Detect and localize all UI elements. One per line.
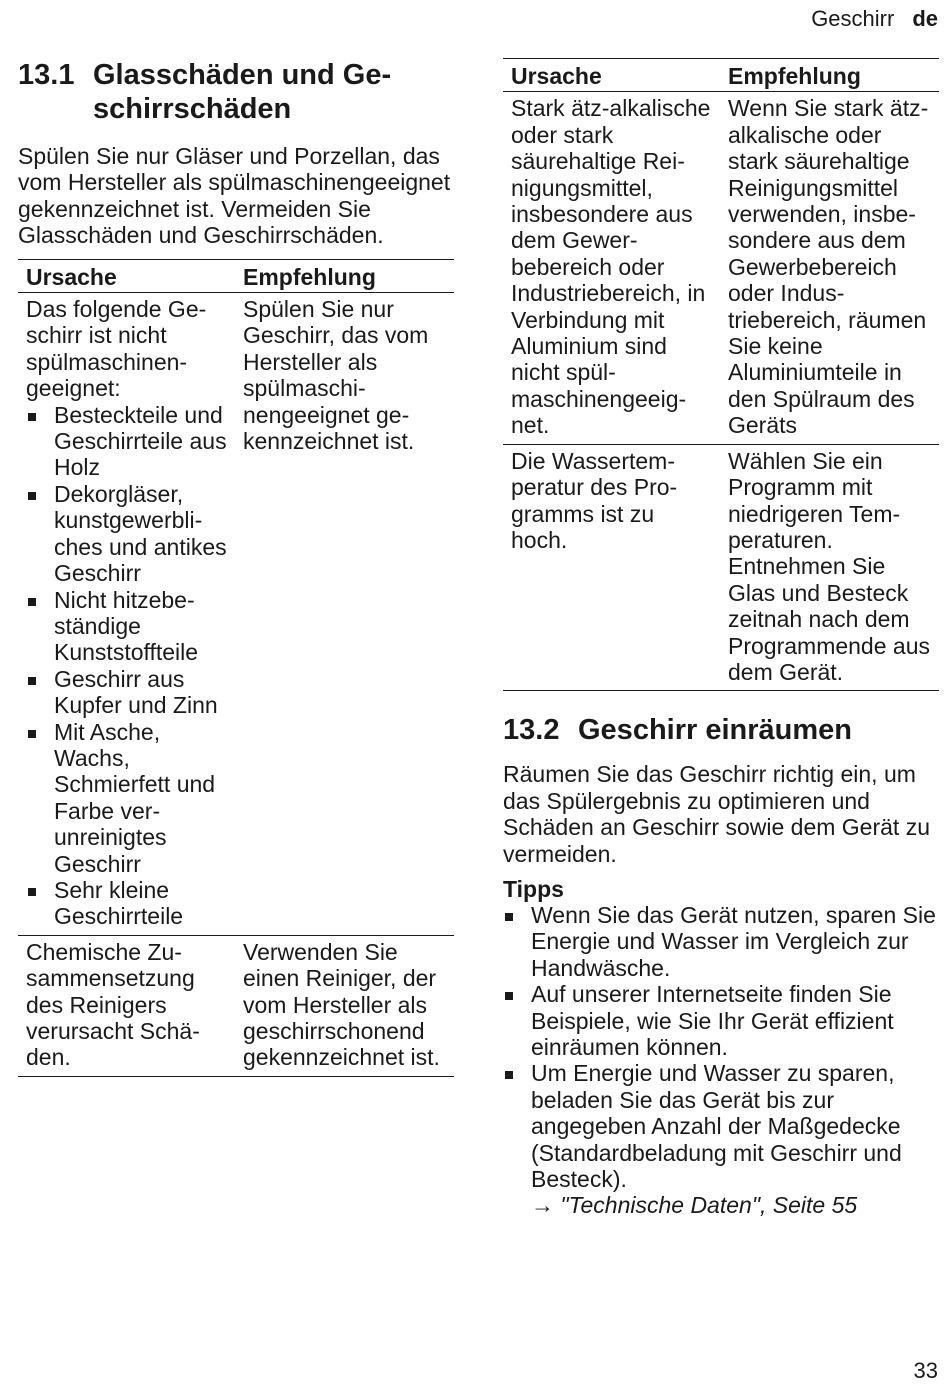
section-title: Geschirr einräumen [578,714,852,747]
table-row [18,935,454,1076]
tip-text: Um Energie und Wasser zu sparen, beladen Sie das Gerät bis zur angegeben Anzahl der Maßgedecke (Standardbeladung mit Geschirr und Besteck). [531,1060,902,1193]
section-title: Glasschäden und Geschirrschäden [93,59,392,125]
damage-cause-table-continued [503,58,939,691]
tips-list [503,902,939,1219]
cause-cell: Stark ätz-alkalische oder stark säurehaltige Reinigungsmittel, insbesondere aus dem Gewerbebereich oder Industriebereich, in Verbindung mit Aluminium sind nicht spülmaschinengeeignet. [503,92,720,444]
list-item: Dekorgläser, kunstgewerbliches und antikes Geschirr [26,481,227,587]
list-item: Besteckteile und Geschirrteile aus Holz [26,402,227,481]
cross-reference-link[interactable]: → "Technische Daten", Seite 55 [531,1192,858,1219]
column-header-recommendation: Empfehlung [235,259,454,292]
section-13-2-intro: Räumen Sie das Geschirr richtig ein, um das Spülergebnis zu optimieren und Schäden an Geschirr sowie dem Gerät zu vermeiden. [503,761,930,867]
header-language: de [912,6,938,31]
recommendation-cell: Verwenden Sie einen Reiniger, der vom Hersteller als geschirrschonend gekennzeichnet ist. [235,935,454,1076]
column-header-recommendation: Empfehlung [720,59,939,92]
list-item: Auf unserer Internetseite finden Sie Beispiele, wie Sie Ihr Gerät effizient einräumen können. [503,981,939,1060]
unsuitable-items-list [26,402,227,930]
recommendation-cell: Spülen Sie nur Geschirr, das vom Hersteller als spülmaschinengeeignet gekennzeichnet ist. [235,293,454,936]
header-section: Geschirr [811,6,895,31]
list-item: Geschirr aus Kupfer und Zinn [26,666,227,719]
section-13-1-intro: Spülen Sie nur Gläser und Porzellan, das vom Hersteller als spülmaschinengeeignet gekennzeichnet ist. Vermeiden Sie Glasschäden und Geschirrschäden. [18,143,451,249]
right-column [503,58,939,1219]
page-number: 33 [913,1358,938,1383]
table-row [503,444,939,691]
list-item: Sehr kleine Geschirrteile [26,877,227,930]
list-item: Wenn Sie das Gerät nutzen, sparen Sie Energie und Wasser im Vergleich zur Handwäsche. [503,902,939,981]
cause-text: Das folgende Geschirr ist nicht spülmaschinengeeignet: [26,296,207,402]
column-header-cause: Ursache [503,59,720,92]
tips-heading: Tipps [503,875,564,902]
section-13-2-heading [503,713,939,747]
list-item: Nicht hitzebeständige Kunststoffteile [26,587,227,666]
list-item [503,1060,939,1218]
recommendation-cell: Wählen Sie ein Programm mit niedrigeren Temperaturen. Entnehmen Sie Glas und Besteck zeitnah nach dem Programmende aus dem Gerät. [720,444,939,691]
table-row [503,92,939,444]
damage-cause-table [18,259,454,1077]
column-header-cause: Ursache [18,259,235,292]
section-number: 13.2 [503,714,560,747]
list-item: Mit Asche, Wachs, Schmierfett und Farbe verunreinigtes Geschirr [26,719,227,877]
cause-cell: Chemische Zusammensetzung des Reinigers verursacht Schäden. [18,935,235,1076]
section-13-1-heading [18,58,454,126]
table-header-row [18,259,454,292]
recommendation-cell: Wenn Sie stark ätz-alkalische oder stark säurehaltige Reinigungsmittel verwenden, insbesondere aus dem Gewerbebereich oder Industriebereich, räumen Sie keine Aluminiumteile in den Spülraum des Geräts [720,92,939,444]
table-row [18,293,454,936]
section-number: 13.1 [18,59,75,91]
cause-cell [18,293,235,936]
left-column [18,58,454,1077]
page-header [811,6,938,32]
cause-cell: Die Wassertemperatur des Programms ist zu hoch. [503,444,720,691]
table-header-row [503,59,939,92]
